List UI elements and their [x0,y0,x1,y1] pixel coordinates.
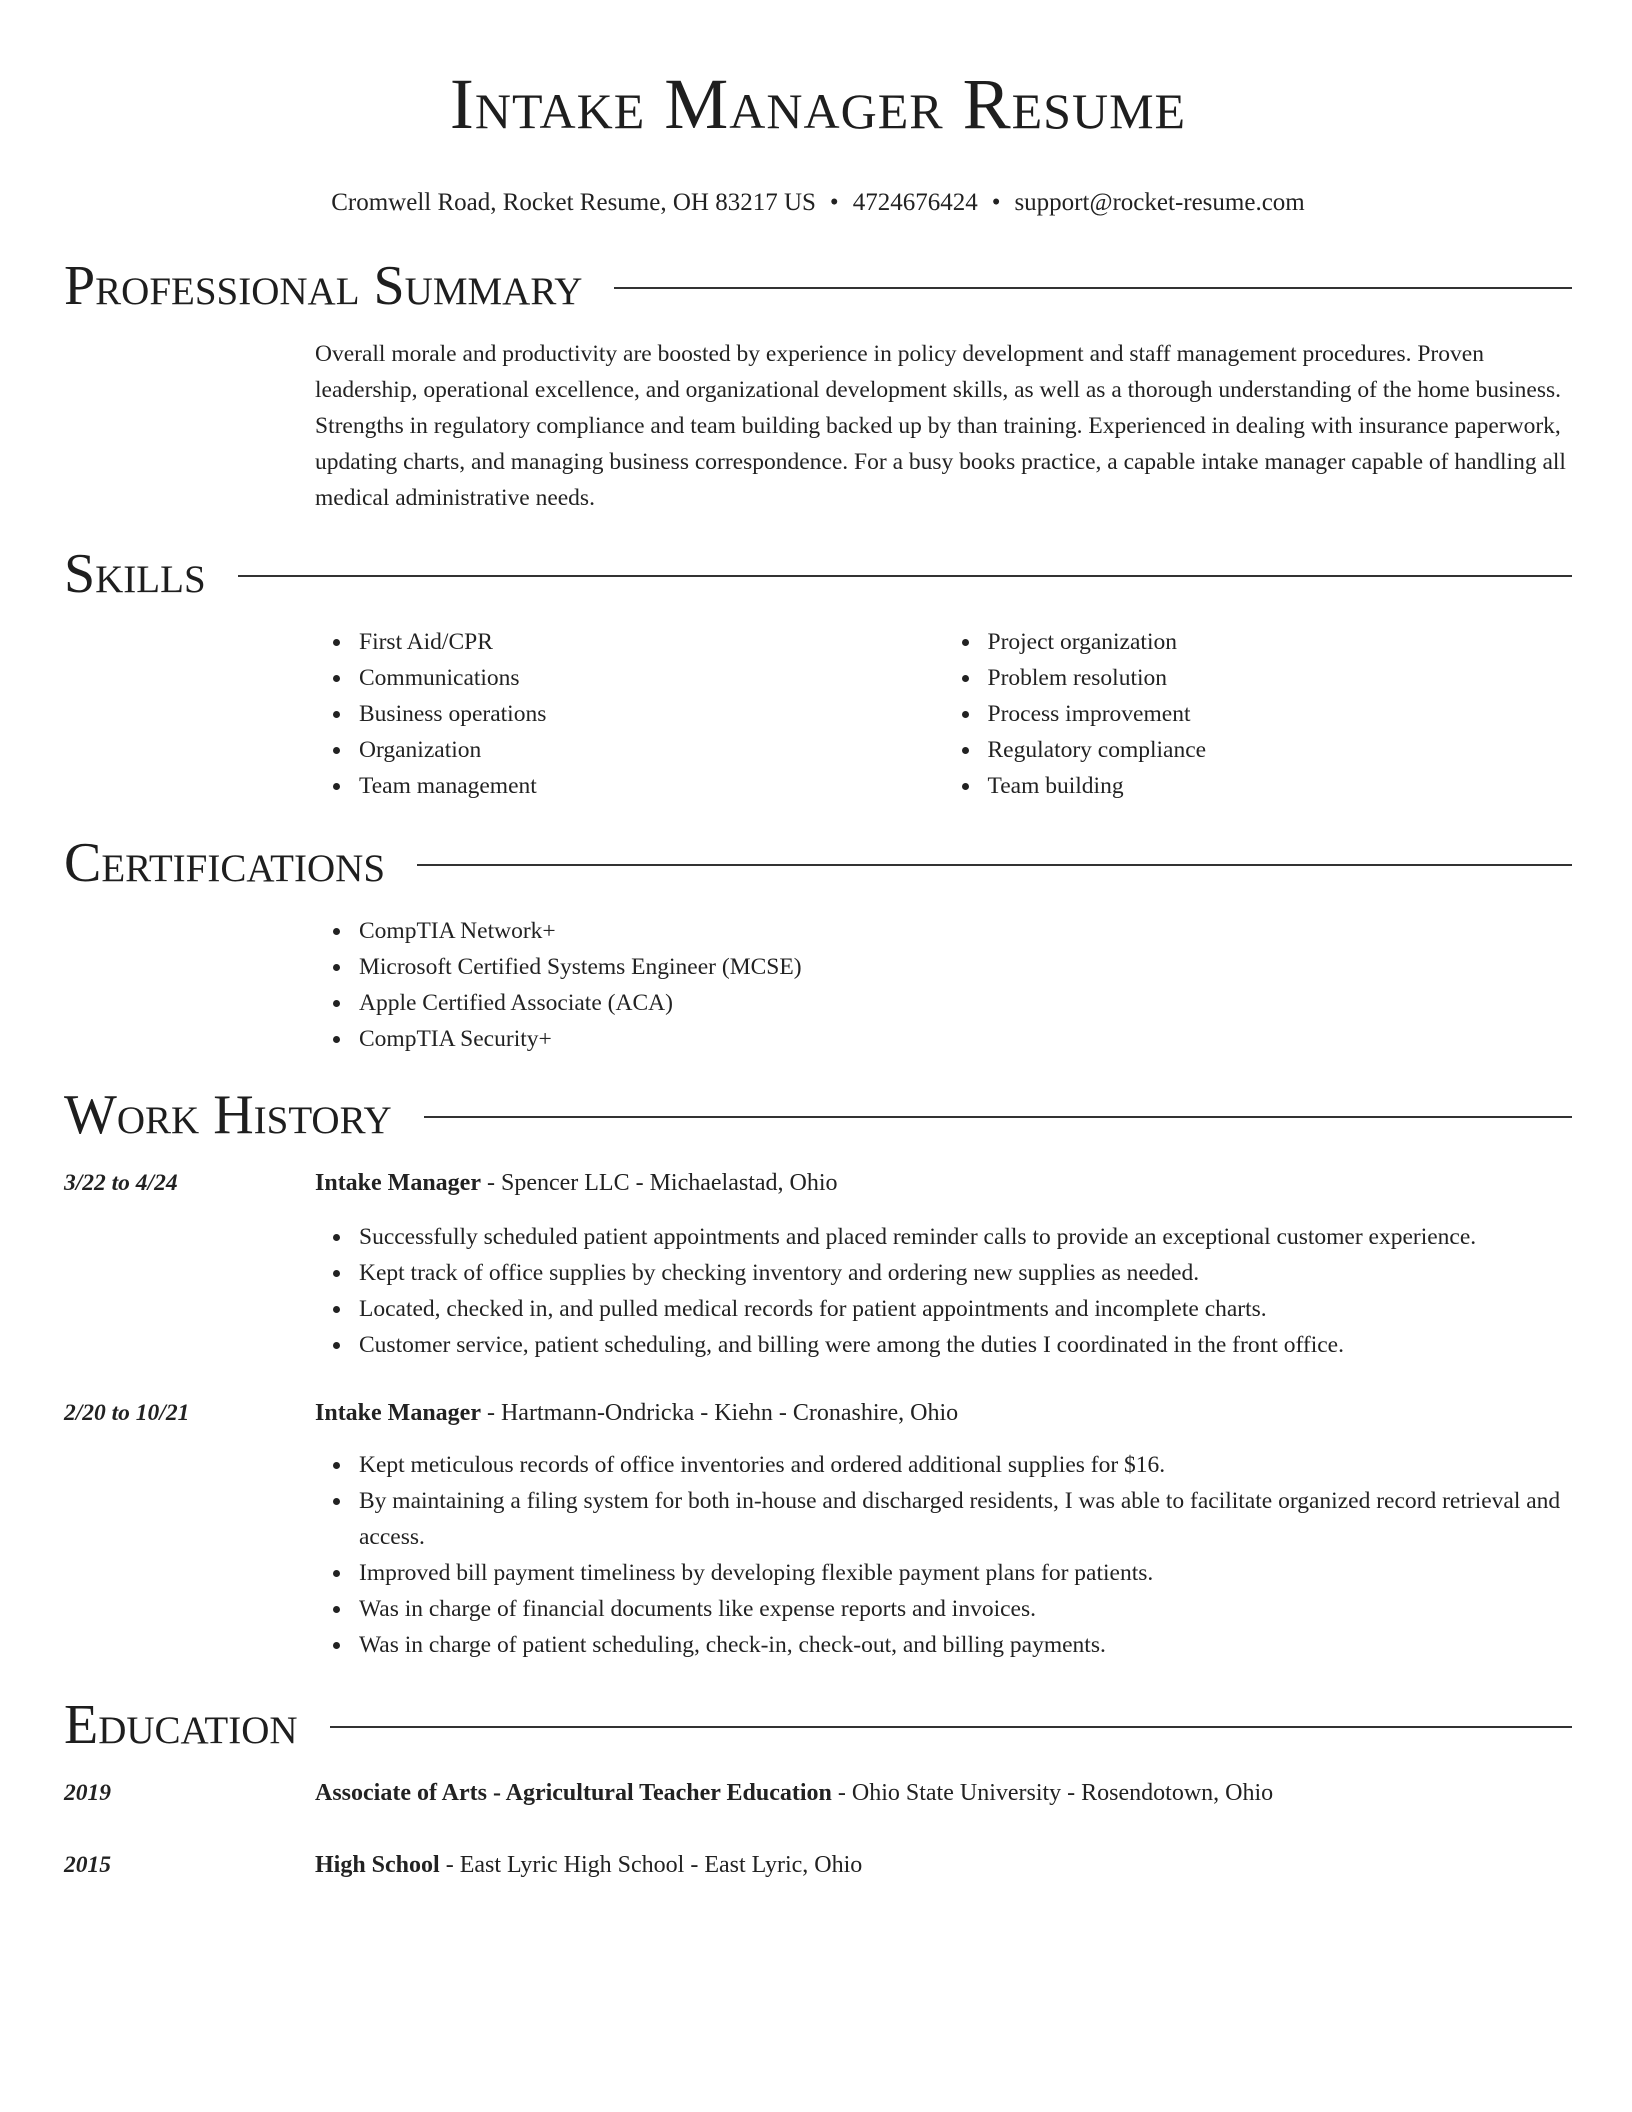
job-employer: - Spencer LLC - Michaelastad, Ohio [480,1170,838,1196]
contact-separator: • [829,189,839,216]
job-employer: - Hartmann-Ondricka - Kiehn - Cronashire, Ohio [480,1400,959,1426]
section-divider [330,1726,1572,1728]
certification-item: Microsoft Certified Systems Engineer (MCSE) [359,949,1572,985]
skill-item: Business operations [359,696,944,732]
job-heading [315,1395,1572,1431]
resume-title: Intake Manager Resume [449,64,1187,144]
skill-item: Problem resolution [988,660,1573,696]
section-title-skills: Skills [64,543,206,605]
certifications-list [315,913,1572,1057]
skills-section [64,544,1572,804]
section-header [64,1085,1572,1145]
contact-separator: • [991,189,1001,216]
job-duty: By maintaining a filing system for both in-house and discharged residents, I was able to facilitate organized record retrieval and access. [359,1483,1572,1555]
job-duty: Located, checked in, and pulled medical records for patient appointments and incomplete charts. [359,1291,1572,1327]
summary-body [315,336,1572,516]
education-section [64,1695,1572,1883]
job-entry [64,1165,1572,1363]
education-heading [315,1847,1572,1883]
section-title-work-history: Work History [64,1084,392,1146]
section-header [64,1695,1572,1755]
skill-item: Process improvement [988,696,1573,732]
education-year: 2019 [64,1780,111,1806]
education-entry [64,1847,1572,1883]
education-year: 2015 [64,1852,111,1878]
education-degree: Associate of Arts - Agricultural Teacher Education [315,1780,832,1806]
job-title: Intake Manager [315,1400,481,1426]
job-duty: Was in charge of patient scheduling, check-in, check-out, and billing payments. [359,1627,1572,1663]
skills-list-right [944,624,1573,804]
section-title-education: Education [64,1694,298,1756]
contact-phone: 4724676424 [852,189,978,216]
certification-item: CompTIA Security+ [359,1021,1572,1057]
job-heading [315,1165,1572,1201]
job-dates: 3/22 to 4/24 [64,1170,178,1196]
job-duty: Was in charge of financial documents like expense reports and invoices. [359,1591,1572,1627]
job-duty: Kept track of office supplies by checking inventory and ordering new supplies as needed. [359,1255,1572,1291]
contact-line [64,188,1572,218]
section-header [64,256,1572,316]
job-duties-list [315,1447,1572,1663]
skill-item: Team management [359,768,944,804]
education-school: - Ohio State University - Rosendotown, Ohio [831,1780,1274,1806]
skills-body [315,624,1572,804]
skill-item: Regulatory compliance [988,732,1573,768]
job-duty: Improved bill payment timeliness by developing flexible payment plans for patients. [359,1555,1572,1591]
contact-email[interactable]: support@rocket-resume.com [1014,189,1305,216]
education-heading [315,1775,1572,1811]
work-history-section [64,1085,1572,1663]
section-header [64,544,1572,604]
section-title-summary: Professional Summary [64,255,583,317]
job-duties-list [315,1219,1572,1363]
education-school: - East Lyric High School - East Lyric, Ohio [439,1852,863,1878]
section-header [64,833,1572,893]
certifications-body [315,913,1572,1057]
section-divider [238,575,1572,577]
section-divider [424,1116,1572,1118]
section-title-certifications: Certifications [64,832,386,894]
job-duty: Customer service, patient scheduling, and billing were among the duties I coordinated in the front office. [359,1327,1572,1363]
job-duty: Kept meticulous records of office inventories and ordered additional supplies for $16. [359,1447,1572,1483]
certification-item: Apple Certified Associate (ACA) [359,985,1572,1021]
skill-item: Team building [988,768,1573,804]
job-duty: Successfully scheduled patient appointments and placed reminder calls to provide an exceptional customer experience. [359,1219,1572,1255]
summary-section [64,256,1572,516]
skill-item: First Aid/CPR [359,624,944,660]
skill-item: Project organization [988,624,1573,660]
certifications-section [64,833,1572,1057]
skills-list-left [315,624,944,804]
job-entry [64,1395,1572,1663]
section-divider [417,864,1572,866]
job-dates: 2/20 to 10/21 [64,1400,190,1426]
skills-grid [315,624,1572,804]
education-entry [64,1775,1572,1811]
section-divider [614,287,1572,289]
resume-page [64,0,1572,1878]
skill-item: Organization [359,732,944,768]
contact-address: Cromwell Road, Rocket Resume, OH 83217 US [331,189,816,216]
job-title: Intake Manager [315,1170,481,1196]
skill-item: Communications [359,660,944,696]
certification-item: CompTIA Network+ [359,913,1572,949]
education-degree: High School [315,1852,440,1878]
summary-text: Overall morale and productivity are boosted by experience in policy development and staff management procedures. Proven leadership, operational excellence, and organizational development skills, as well as a thorough understanding of the home business. Strengths in regulatory compliance and team building backed up by than training. Experienced in dealing with insurance paperwork, updating charts, and managing business correspondence. For a busy books practice, a capable intake manager capable of handling all medical administrative needs. [315,341,1566,511]
